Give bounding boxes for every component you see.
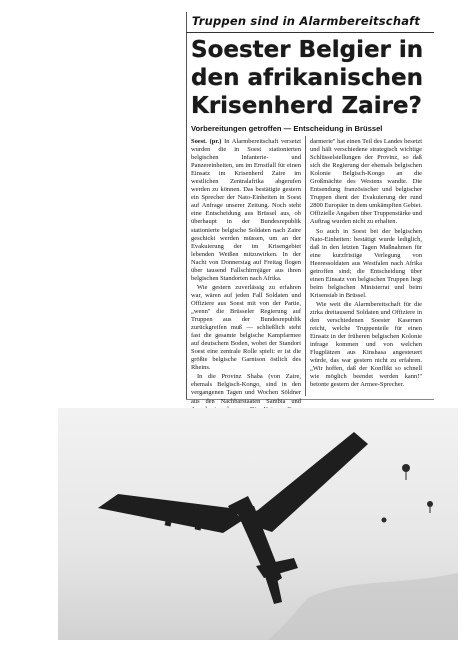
text-column-left (191, 138, 301, 415)
paragraph: Wie gestern zuverlässig zu erfahren war, wären auf jeden Fall Soldaten und Offiziere aus Soest mit von der Partie, „wenn" die Brüsseler Regierung auf Truppen aus der Bundesrepublik zurückgreifen muß — schließlich steht fast die gesamte belgische Kampfarmee auf deutschem Boden, wobei der Standort Soest eine zentrale Rolle spielt: er ist die größte belgische Garnison östlich des Rheins. (191, 283, 301, 372)
paragraph: Wie weit die Alarmbereitschaft für die zirka dreitausend Soldaten und Offiziere in den verschiedenen Soester Kasernen reicht, welche Truppenteile für einen Einsatz in der früheren belgischen Kolonie infrage kommen und von welchen Flugplätzen aus Kinshasa angesteuert würde, das war gestern nicht zu erfahren. „Wir hoffen, daß der Konflikt so schnell wie möglich beendet werden kann!" betonte gestern der Armee-Sprecher. (310, 300, 422, 389)
paragraph (191, 138, 301, 283)
article-kicker: Truppen sind in Alarmbereitschaft (191, 14, 421, 28)
parachute (427, 501, 433, 507)
headline-line: den afrikanischen (191, 65, 423, 91)
parachute (402, 464, 410, 472)
paragraph: In die Provinz Shaba (von Zaire, ehemals Belgisch-Kongo, sind in den vergangenen Tagen und Wochen Söldner aus den Nachbarstaaten Sambia und (191, 373, 301, 405)
paragraph: So auch in Soest bei der belgischen Nato-Einheiten: bestätigt wurde lediglich, daß in den letzten Tagen Maßnahmen für eine kurzfristige Verlegung von Heeressoldaten aus Westfalen nach Afrika getroffen sind; die Entscheidung über einen Einsatz von belgischen Truppen liegt beim belgischen Ministerrat und beim Krisenstab in Brüssel. (310, 227, 422, 299)
paragraph: darmerie" hat einen Teil des Landes besetzt und hält verschiedene strategisch wichtige Schlüsselstellungen der Provinz, so daß sich die Regierung der ehemals belgischen Kolonie Belgisch-Kongo an die Großmächte des Westens wandte. Die Entsendung französischer und belgischer Truppen dient der Evakuierung der rund 2800 Europäer in dem umkämpften Gebiet. Offizielle Angaben über Truppenstärke und Auftrag wurden nicht zu erhalten. (310, 138, 422, 226)
parachute (382, 518, 387, 523)
article-subheadline: Vorbereitungen getroffen — Entscheidung in Brüssel (191, 124, 383, 133)
aircraft-photo (58, 408, 458, 640)
article-headline (191, 36, 431, 120)
kicker-divider (186, 32, 434, 33)
headline-line: Soester Belgier in (191, 37, 424, 63)
aircraft-photo-image (58, 408, 458, 640)
paragraph-text: In Alarmbereitschaft versetzt wurden die in Soest stationierten belgischen Infanterie- und Panzereinheiten, um im Ernstfall für einen Einsatz im Krisenherd Zaire im westlichen Zentralafrika abgerufen werden zu können. Das bestätigte gestern ein Sprecher der Nato-Einheiten in Soest auf Anfrage unserer Zeitung. Noch steht eine Entscheidung aus Brüssel aus, ob überhaupt in der Bundesrepublik stationierte belgische Soldaten nach Zaire geschickt werden müssen, um an der Evakuierung der im Krisengebiet lebenden Weißen mitzuwirken. In der Nacht von Donnerstag auf Freitag flogen über tausend Fallschirmjäger aus ihren belgischen Standorten nach Afrika. (191, 138, 302, 282)
text-column-right (310, 138, 422, 390)
column-divider (305, 136, 306, 396)
byline: Soest. (pr.) (191, 138, 222, 145)
headline-line: Krisenherd Zaire? (191, 93, 422, 119)
clipping-border-left (186, 12, 187, 400)
